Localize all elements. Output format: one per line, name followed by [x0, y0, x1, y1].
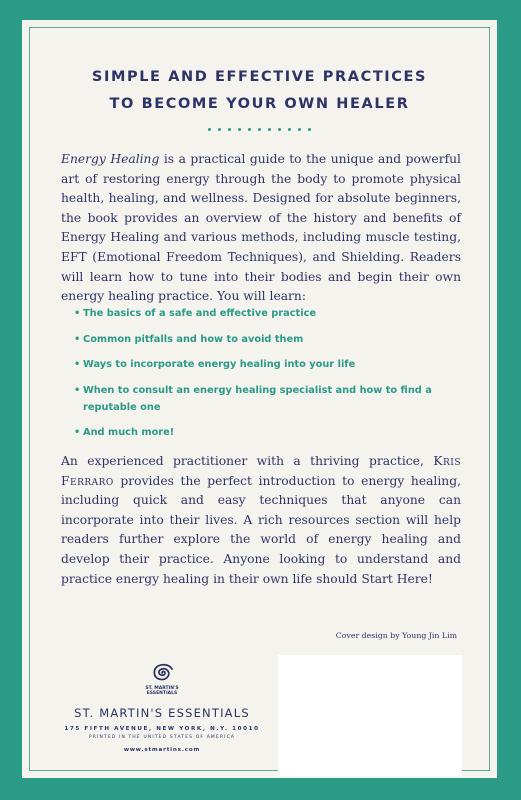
list-item: • Ways to incorporate energy healing into your life	[74, 356, 454, 373]
intro-paragraph	[61, 150, 461, 307]
publisher-name: ST. MARTIN'S ESSENTIALS	[74, 706, 250, 720]
cover-design-credit: Cover design by Young Jin Lim	[335, 631, 457, 640]
closing-paragraph	[61, 452, 461, 589]
dot-divider	[22, 128, 497, 131]
divider-dot	[248, 128, 251, 131]
author-name: Kris Ferraro	[61, 454, 461, 488]
publisher-address: 175 FIFTH AVENUE, NEW YORK, N.Y. 10010	[64, 726, 260, 732]
divider-dot	[268, 128, 271, 131]
book-title: Energy Healing	[61, 152, 160, 166]
publisher-website: www.stmartins.com	[123, 747, 201, 753]
headline-line-1: SIMPLE AND EFFECTIVE PRACTICES	[91, 69, 428, 85]
barcode-area	[278, 655, 462, 776]
divider-dot	[278, 128, 281, 131]
divider-dot	[218, 128, 221, 131]
logo-line-2: ESSENTIALS	[146, 691, 178, 696]
closing-after-author: provides the perfect introduction to energy healing, including quick and easy techniques that anyone can incorporate into their lives. A rich resources section will help readers further explore the world of energy healing and develop their practice. Anyone looking to understand and practice energy healing in their own life should Start Here!	[61, 473, 461, 586]
headline-line-2: TO BECOME YOUR OWN HEALER	[109, 96, 410, 112]
divider-dot	[288, 128, 291, 131]
publisher-block	[42, 660, 282, 753]
spiral-logo-icon	[147, 660, 177, 686]
list-item: • The basics of a safe and effective practice	[74, 305, 454, 322]
headline	[22, 64, 497, 118]
list-item: • When to consult an energy healing specialist and how to find a reputable one	[74, 382, 454, 416]
learning-list	[74, 305, 454, 450]
divider-dot	[258, 128, 261, 131]
divider-dot	[308, 128, 311, 131]
printed-notice: PRINTED IN THE UNITED STATES OF AMERICA	[88, 735, 236, 740]
content-panel	[22, 20, 497, 778]
intro-body: is a practical guide to the unique and powerful art of restoring energy through the body to promote physical health, healing, and wellness. Designed for absolute beginners, the book provides an overview of the history and benefits of Energy Healing and various methods, including muscle testing, EFT (Emotional Freedom Techniques), and Shielding. Readers will learn how to tune into their bodies and begin their own energy healing practice. You will learn:	[61, 152, 461, 304]
divider-dot	[238, 128, 241, 131]
divider-dot	[298, 128, 301, 131]
logo-text	[42, 686, 282, 696]
divider-dot	[208, 128, 211, 131]
logo-line-1: ST. MARTIN'S	[145, 686, 179, 691]
divider-dot	[228, 128, 231, 131]
list-item: • Common pitfalls and how to avoid them	[74, 331, 454, 348]
closing-before-author: An experienced practitioner with a thriving practice,	[61, 454, 434, 468]
list-item: • And much more!	[74, 424, 454, 441]
